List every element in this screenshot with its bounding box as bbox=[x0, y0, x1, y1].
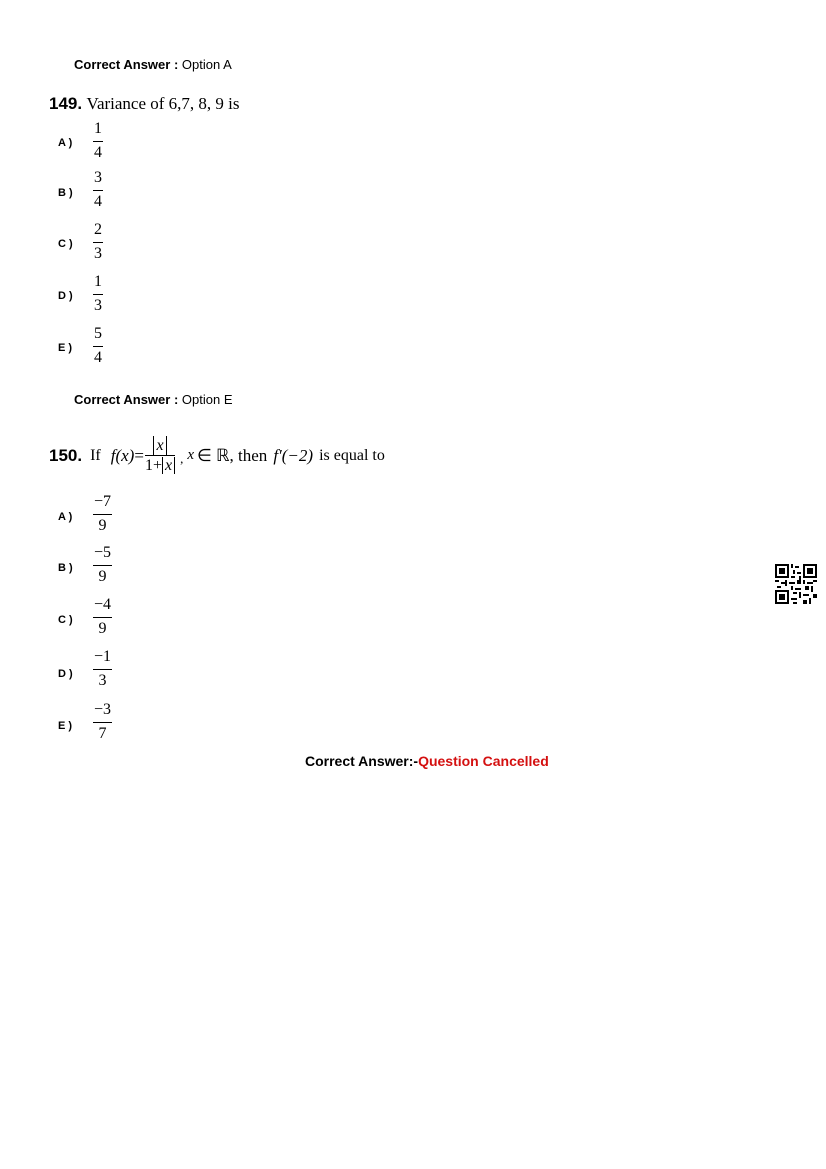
option-fraction bbox=[93, 273, 103, 315]
fraction-numerator: −4 bbox=[94, 596, 112, 613]
previous-correct-answer bbox=[74, 57, 232, 72]
correct-answer-label: Correct Answer:- bbox=[305, 753, 419, 769]
domain-variable: x bbox=[187, 447, 194, 463]
option-fraction bbox=[93, 493, 112, 535]
fraction-numerator: −1 bbox=[94, 648, 112, 665]
option-fraction bbox=[93, 596, 112, 638]
fraction-denominator: 4 bbox=[94, 349, 102, 366]
denominator-abs: x bbox=[162, 457, 175, 474]
text-if: If bbox=[90, 446, 101, 464]
question-150 bbox=[49, 436, 385, 475]
correct-answer-value: Option E bbox=[181, 392, 233, 407]
option-label: A ) bbox=[58, 137, 73, 149]
option-label: D ) bbox=[58, 668, 73, 680]
function-fx: f(x) bbox=[110, 445, 135, 465]
option-fraction bbox=[93, 544, 112, 586]
fraction-numerator: 1 bbox=[94, 273, 102, 290]
option-fraction bbox=[93, 648, 112, 690]
option-label: B ) bbox=[58, 562, 73, 574]
fraction-numerator: 3 bbox=[94, 169, 102, 186]
fraction-denominator: 3 bbox=[94, 297, 102, 314]
fraction-numerator: 1 bbox=[94, 120, 102, 137]
question-text bbox=[90, 436, 385, 475]
fraction-numerator: 2 bbox=[94, 221, 102, 238]
qr-code-icon bbox=[775, 564, 817, 604]
fraction-denominator: 4 bbox=[94, 144, 102, 161]
option-label: A ) bbox=[58, 511, 73, 523]
fraction-denominator: 9 bbox=[98, 620, 107, 637]
question-number: 149. bbox=[49, 94, 83, 113]
domain-symbol: ∈ ℝ bbox=[197, 445, 230, 465]
q150-correct-answer bbox=[305, 753, 549, 769]
correct-answer-value: Question Cancelled bbox=[418, 753, 549, 769]
option-label: E ) bbox=[58, 720, 73, 732]
option-fraction bbox=[93, 325, 103, 367]
question-text: Variance of 6,7, 8, 9 is bbox=[86, 94, 240, 113]
option-fraction bbox=[93, 120, 103, 162]
option-label: C ) bbox=[58, 238, 73, 250]
option-label: C ) bbox=[58, 614, 73, 626]
q149-correct-answer bbox=[74, 392, 233, 407]
option-fraction bbox=[93, 701, 112, 743]
question-149 bbox=[49, 94, 240, 114]
fraction-denominator: 3 bbox=[98, 672, 107, 689]
option-fraction bbox=[93, 169, 103, 211]
fraction-numerator: −3 bbox=[94, 701, 112, 718]
option-label: D ) bbox=[58, 290, 73, 302]
fraction-denominator: 9 bbox=[98, 517, 107, 534]
option-label: B ) bbox=[58, 187, 73, 199]
correct-answer-value: Option A bbox=[181, 57, 232, 72]
comma-separator: , bbox=[180, 450, 184, 466]
fraction-numerator: −7 bbox=[94, 493, 112, 510]
fraction-numerator: 5 bbox=[94, 325, 102, 342]
fraction-denominator: 3 bbox=[94, 245, 102, 262]
equals-sign: = bbox=[134, 445, 144, 465]
derivative-expression: f′(−2) bbox=[273, 445, 314, 465]
fraction-numerator: −5 bbox=[94, 544, 112, 561]
option-label: E ) bbox=[58, 342, 73, 354]
text-tail: is equal to bbox=[319, 446, 385, 464]
fraction-denominator: 9 bbox=[98, 568, 107, 585]
fraction-denominator: 7 bbox=[98, 725, 107, 742]
fraction-denominator bbox=[145, 456, 175, 475]
denominator-prefix: 1+ bbox=[144, 457, 162, 474]
function-fraction bbox=[145, 436, 175, 475]
fraction-numerator: x bbox=[153, 436, 166, 455]
question-number: 150. bbox=[49, 445, 83, 465]
fraction-denominator: 4 bbox=[94, 193, 102, 210]
text-then: , then bbox=[229, 445, 268, 465]
correct-answer-label: Correct Answer : bbox=[74, 392, 179, 407]
correct-answer-label: Correct Answer : bbox=[74, 57, 179, 72]
option-fraction bbox=[93, 221, 103, 263]
